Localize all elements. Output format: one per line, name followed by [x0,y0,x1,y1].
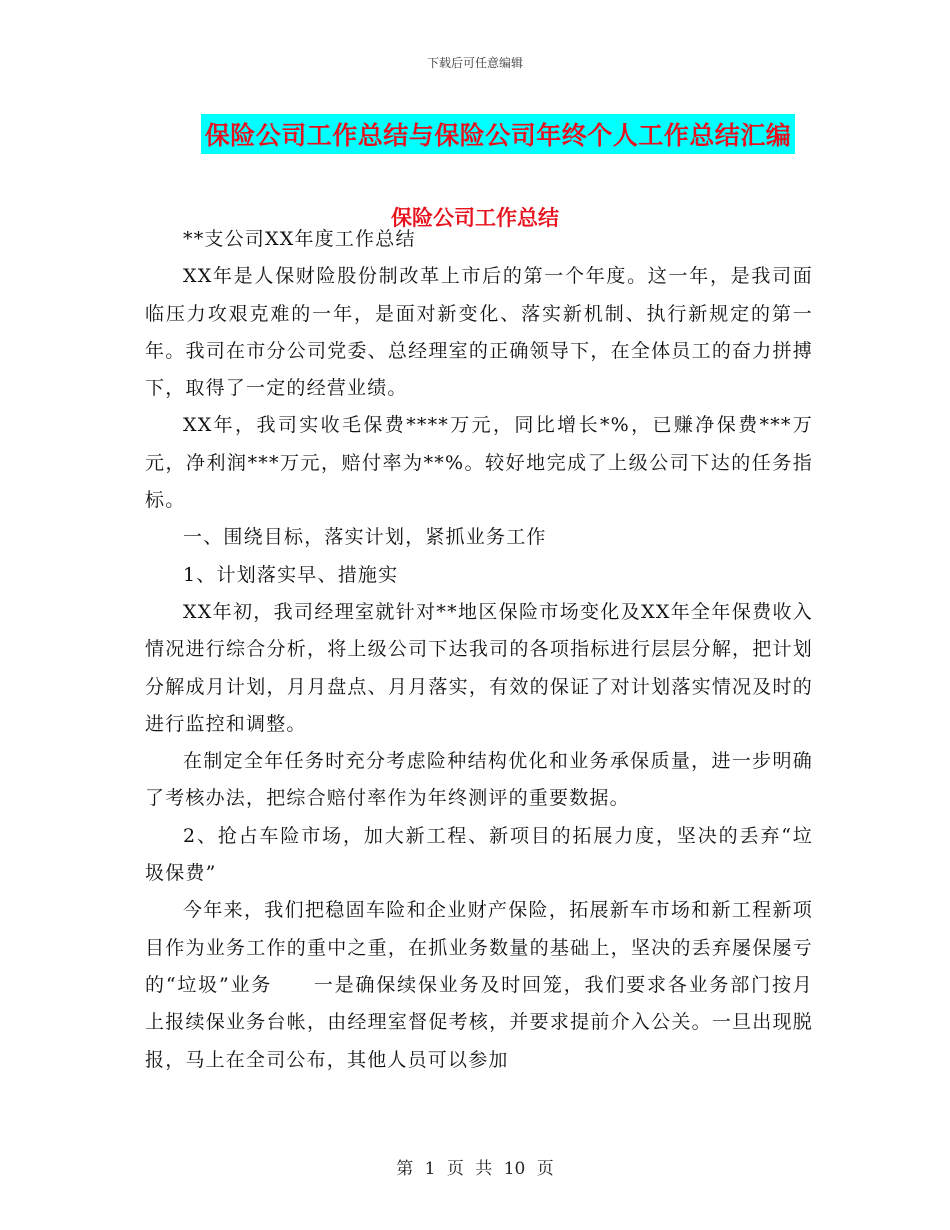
section-title: 保险公司工作总结 [391,206,559,230]
paragraph: 今年来，我们把稳固车险和企业财产保险，拓展新车市场和新工程新项目作为业务工作的重中之重，在抓业务数量的基础上，坚决的丢弃屡保屡亏的“垃圾”业务 一是确保续保业务及时回笼，我们要求各业务部门按月上报续保业务台帐，由经理室督促考核，并要求提前介入公关。一旦出现脱报，马上在全司公布，其他人员可以参加 [145,899,813,1071]
paragraph: XX年是人保财险股份制改革上市后的第一个年度。这一年，是我司面临压力攻艰克难的一年，是面对新变化、落实新机制、执行新规定的第一年。我司在市分公司党委、总经理室的正确领导下，在全体员工的奋力拼搏下，取得了一定的经营业绩。 [145,265,813,400]
header-note: 下载后可任意编辑 [426,56,523,70]
paragraph-heading: 1、计划落实早、措施实 [183,563,399,586]
paragraph: 在制定全年任务时充分考虑险种结构优化和业务承保质量，进一步明确了考核办法，把综合赔付率作为年终测评的重要数据。 [145,750,813,810]
main-title: 保险公司工作总结与保险公司年终个人工作总结汇编 [201,114,796,154]
paragraph-heading: 一、围绕目标，落实计划，紧抓业务工作 [183,526,547,549]
main-title-container [0,114,950,154]
body-text [145,221,813,1079]
paragraph: XX年初，我司经理室就针对**地区保险市场变化及XX年全年保费收入情况进行综合分析，将上级公司下达我司的各项指标进行层层分解，把计划分解成月计划，月月盘点、月月落实，有效的保证了对计划落实情况及时的进行监控和调整。 [145,600,813,735]
paragraph-subtitle: **支公司XX年度工作总结 [183,228,416,250]
paragraph: XX年，我司实收毛保费****万元，同比增长*%，已赚净保费***万元，净利润***万元，赔付率为**%。较好地完成了上级公司下达的任务指标。 [145,414,813,512]
paragraph-heading: 2、抢占车险市场，加大新工程、新项目的拓展力度，坚决的丢弃“垃圾保费” [145,824,813,885]
page-footer: 第 1 页 共 10 页 [396,1159,554,1179]
